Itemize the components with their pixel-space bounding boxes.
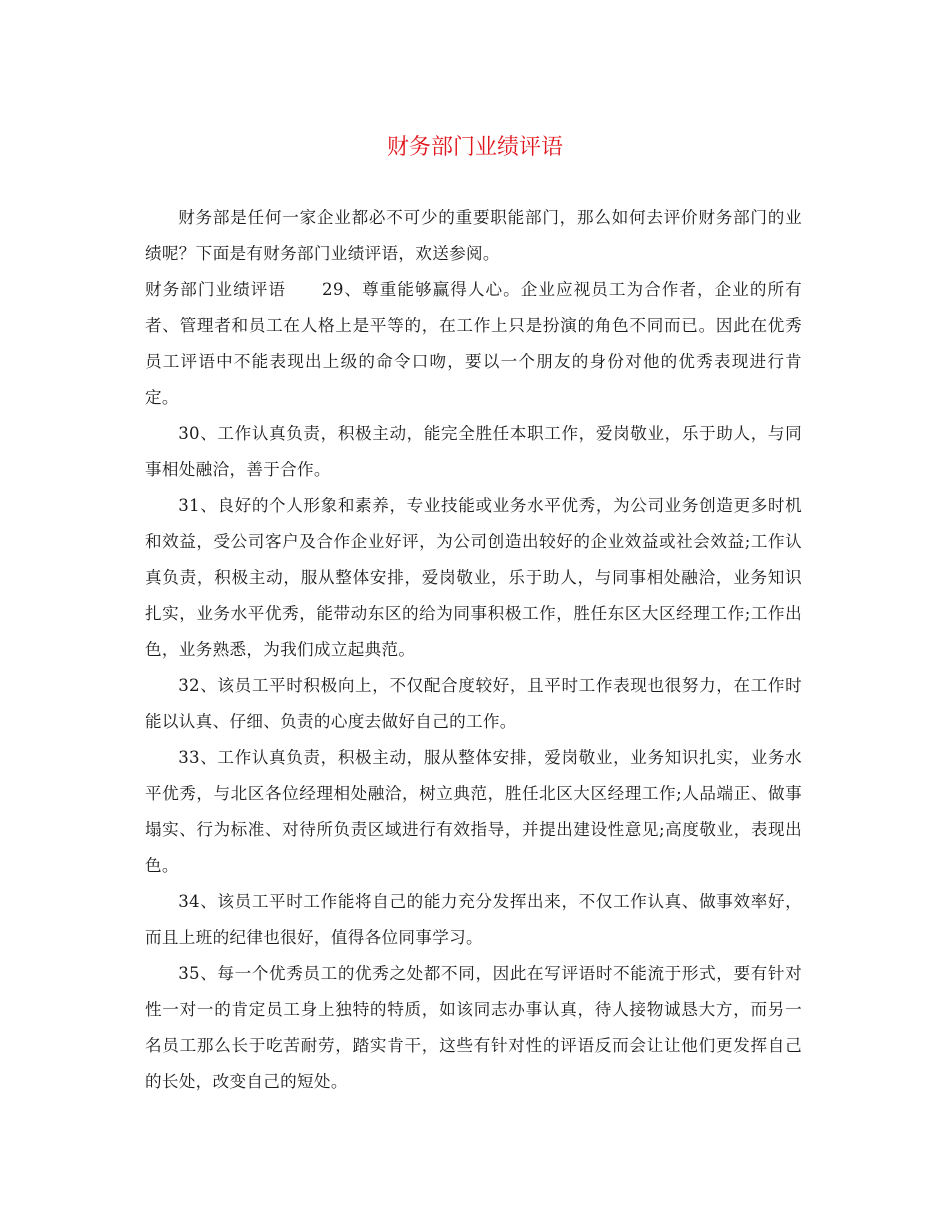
item-29-text: 29、尊重能够赢得人心。企业应视员工为合作者，企业的所有者、管理者和员工在人格上是平等的，在工作上只是扮演的角色不同而已。因此在优秀员工评语中不能表现出上级的命令口吻，要以一个朋友的身份对他的优秀表现进行肯定。 [145,280,803,407]
paragraph-32: 32、该员工平时积极向上，不仅配合度较好，且平时工作表现也很努力，在工作时能以认真、仔细、负责的心度去做好自己的工作。 [145,676,802,731]
document-body [145,200,802,1100]
paragraph-30: 30、工作认真负责，积极主动，能完全胜任本职工作，爱岗敬业，乐于助人，与同事相处融洽，善于合作。 [145,424,802,479]
document-title: 财务部门业绩评语 [386,135,563,160]
section-paragraph [145,272,802,416]
paragraph-34: 34、该员工平时工作能将自己的能力充分发挥出来，不仅工作认真、做事效率好，而且上班的纪律也很好，值得各位同事学习。 [145,892,802,947]
paragraph-31: 31、良好的个人形象和素养，专业技能或业务水平优秀，为公司业务创造更多时机和效益，受公司客户及合作企业好评，为公司创造出较好的企业效益或社会效益;工作认真负责，积极主动，服从整体安排，爱岗敬业，乐于助人，与同事相处融洽，业务知识扎实，业务水平优秀，能带动东区的给为同事积极工作，胜任东区大区经理工作;工作出色，业务熟悉，为我们成立起典范。 [145,496,802,659]
section-label: 财务部门业绩评语 [145,280,287,299]
intro-paragraph: 财务部是任何一家企业都必不可少的重要职能部门，那么如何去评价财务部门的业绩呢？下面是有财务部门业绩评语，欢送参阅。 [145,208,802,263]
paragraph-33: 33、工作认真负责，积极主动，服从整体安排，爱岗敬业，业务知识扎实，业务水平优秀，与北区各位经理相处融洽，树立典范，胜任北区大区经理工作;人品端正、做事塌实、行为标准、对待所负责区域进行有效指导，并提出建设性意见;高度敬业，表现出色。 [145,748,802,875]
paragraph-35: 35、每一个优秀员工的优秀之处都不同，因此在写评语时不能流于形式，要有针对性一对一的肯定员工身上独特的特质，如该同志办事认真，待人接物诚恳大方，而另一名员工那么长于吃苦耐劳，踏实肯干，这些有针对性的评语反而会让让他们更发挥自己的长处，改变自己的短处。 [145,964,802,1091]
